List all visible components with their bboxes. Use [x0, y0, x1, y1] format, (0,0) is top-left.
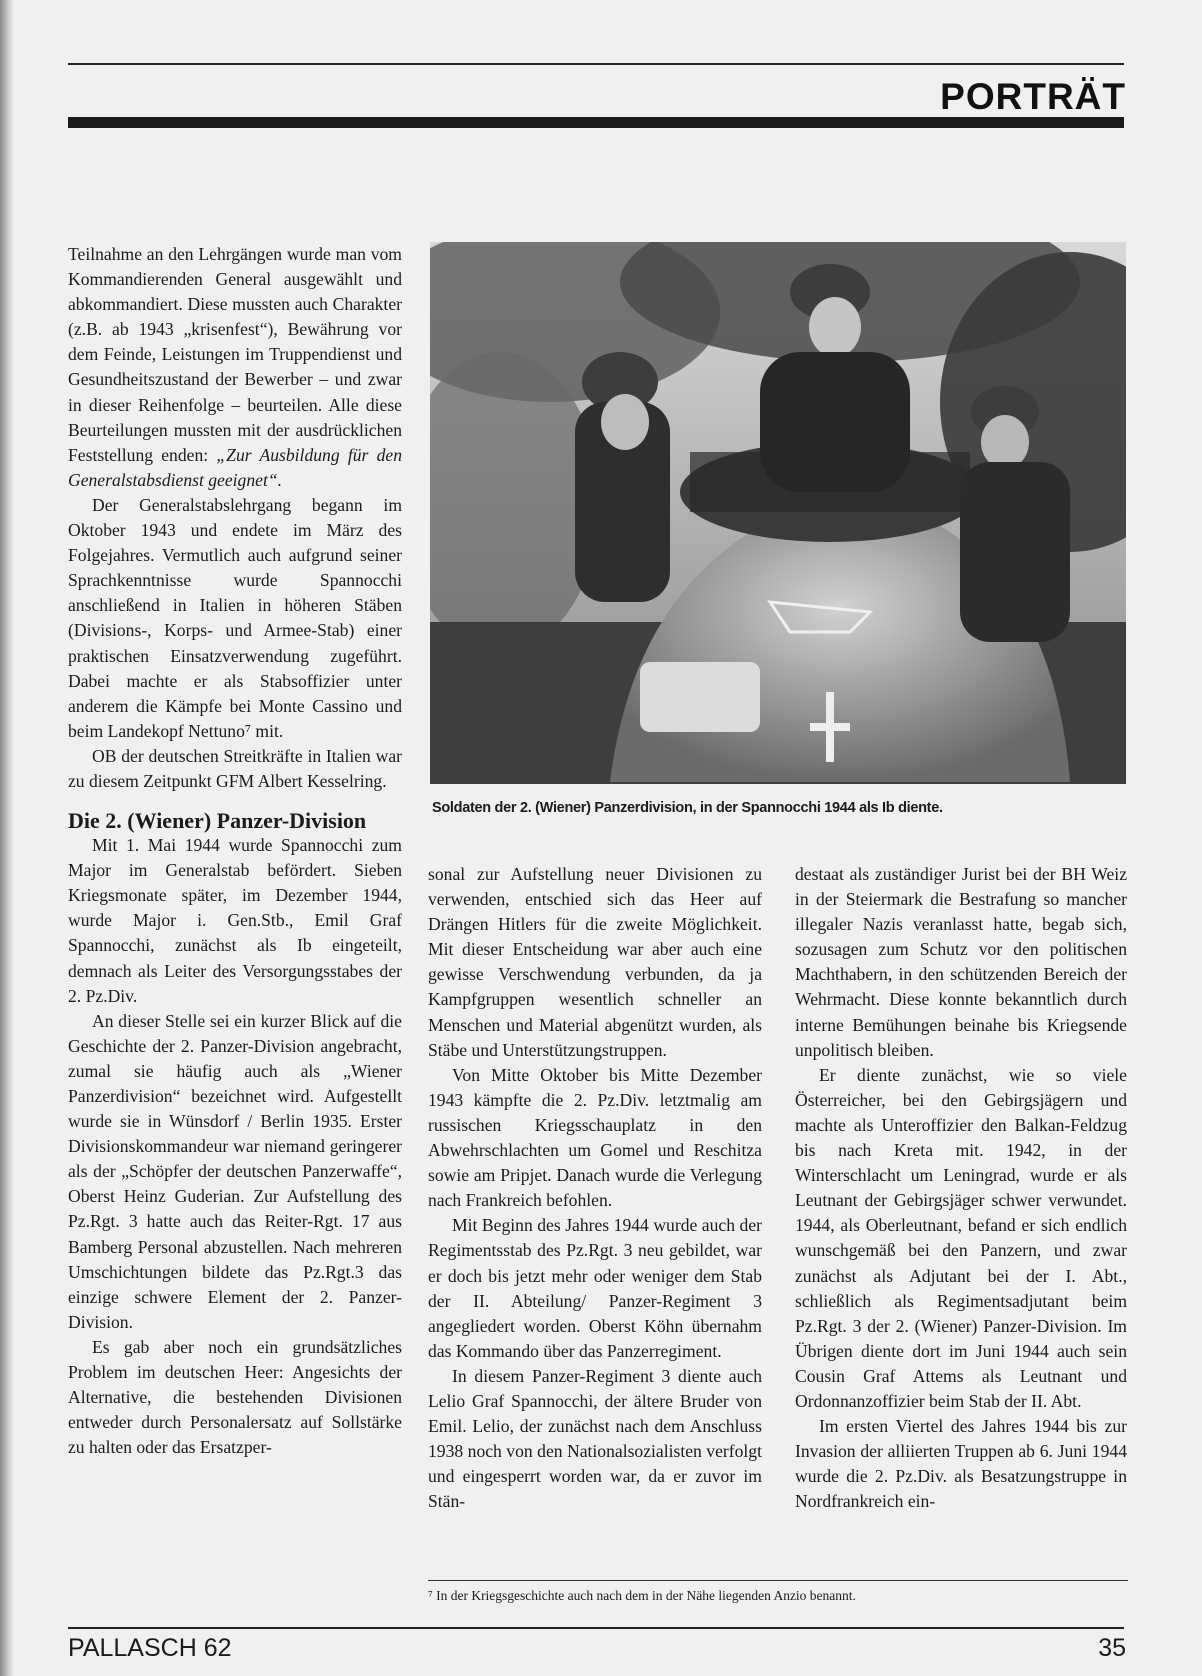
page-edge-shadow	[0, 0, 14, 1676]
paragraph: Von Mitte Oktober bis Mitte Dezember 1943 kämpfte die 2. Pz.Div. letztmalig am russischen Kriegsschauplatz in den Abwehrschlachten um Gomel und Reschitza sowie am Pripjet. Danach wurde die Verlegung nach Frankreich befohlen.	[428, 1064, 762, 1211]
paragraph: Mit 1. Mai 1944 wurde Spannocchi zum Major im Generalstab befördert. Sieben Kriegsmonate später, im Dezember 1944, wurde Major i. Gen.Stb., Emil Graf Spannocchi, zunächst als Ib eingeteilt, demnach als Leiter des Versorgungsstabes der 2. Pz.Div.	[68, 835, 402, 1006]
paragraph: Mit Beginn des Jahres 1944 wurde auch der Regimentsstab des Pz.Rgt. 3 neu gebildet, war er doch bis jetzt mehr oder weniger dem Stab der II. Abteilung/ Panzer-Regiment 3 angegliedert worden. Oberst Köhn übernahm das Kommando über das Panzerregiment.	[428, 1215, 762, 1361]
section-heading: Die 2. (Wiener) Panzer-Division	[68, 808, 367, 834]
footnote-rule	[428, 1580, 1128, 1581]
paragraph: Im ersten Viertel des Jahres 1944 bis zur Invasion der alliierten Truppen ab 6. Juni 1944 wurde die 2. Pz.Div. als Besatzungstruppe in Nordfrankreich ein-	[795, 1416, 1127, 1512]
header-bar	[68, 117, 1124, 128]
paragraph: OB der deutschen Streitkräfte in Italien war zu diesem Zeitpunkt GFM Albert Kesselring.	[68, 745, 402, 791]
paragraph: Teilnahme an den Lehrgängen wurde man vom Kommandierenden General ausgewählt und abkommandiert. Diese mussten auch Charakter (z.B. ab 1943 „krisenfest“), Bewährung vor dem Feinde, Leistungen im Truppendienst und Gesundheitszustand der Bewerber – und zwar in dieser Reihenfolge – beurteilen. Alle diese Beurteilungen mussten mit der ausdrücklichen Feststellung enden: „Zur Ausbildung für den Generalstabsdienst geeignet“.	[68, 244, 402, 490]
quote: „Zur Ausbildung für den Generalstabsdienst geeignet“.	[68, 444, 402, 490]
paragraph: sonal zur Aufstellung neuer Divisionen zu verwenden, entschied sich das Heer auf Drängen Hitlers für die zweite Möglichkeit. Mit dieser Entscheidung war aber auch eine gewisse Verschwendung verbunden, da ja Kampfgruppen wesentlich schneller an Menschen und Material abgenützt wurden, als Stäbe und Unterstützungstruppen.	[428, 864, 762, 1060]
section-title: PORTRÄT	[940, 76, 1126, 117]
text-column-3	[795, 862, 1127, 1514]
magazine-issue: PALLASCH 62	[68, 1634, 232, 1662]
text-column-2	[428, 862, 762, 1514]
page-number: 35	[1098, 1634, 1126, 1662]
paragraph: Der Generalstabslehrgang begann im Oktober 1943 und endete im März des Folgejahres. Vermutlich auch aufgrund seiner Sprachkenntnisse wurde Spannocchi anschließend in Italien in höheren Stäben (Divisions-, Korps- und Armee-Stab) einer praktischen Einsatzverwendung zugeführt. Dabei machte er als Stabsoffizier unter anderem die Kämpfe bei Monte Cassino und beim Landekopf Nettuno⁷ mit.	[68, 494, 402, 741]
header-rule	[68, 63, 1124, 65]
paragraph: In diesem Panzer-Regiment 3 diente auch Lelio Graf Spannocchi, der ältere Bruder von Emil. Lelio, der zunächst nach dem Anschluss 1938 noch von den Nationalsozialisten verfolgt und eingesperrt worden war, da er zuvor im Stän-	[428, 1365, 762, 1512]
paragraph: Es gab aber noch ein grundsätzliches Problem im deutschen Heer: Angesichts der Alternative, die bestehenden Divisionen entweder durch Personalersatz auf Sollstärke zu halten oder das Ersatzper-	[68, 1336, 402, 1458]
footer-rule	[68, 1627, 1124, 1629]
photo-image	[430, 242, 1126, 784]
paragraph: destaat als zuständiger Jurist bei der BH Weiz in der Steiermark die Bestrafung so mancher illegaler Nazis veranlasst hatte, begab sich, sozusagen zum Schutz vor den politischen Machthabern, in den schützenden Bereich der Wehrmacht. Diese konnte bekanntlich durch interne Bemühungen beinahe bis Kriegsende unpolitisch bleiben.	[795, 864, 1127, 1060]
photo-caption: Soldaten der 2. (Wiener) Panzerdivision, in der Spannocchi 1944 als Ib diente.	[432, 800, 943, 816]
photo-soldiers-on-tank	[430, 242, 1126, 784]
paragraph: An dieser Stelle sei ein kurzer Blick auf die Geschichte der 2. Panzer-Division angebracht, zumal sie häufig auch als „Wiener Panzerdivision“ bezeichnet wird. Aufgestellt wurde sie in Wünsdorf / Berlin 1935. Erster Divisionskommandeur war niemand geringerer als der „Schöpfer der deutschen Panzerwaffe“, Oberst Heinz Guderian. Zur Aufstellung des Pz.Rgt. 3 hatte auch das Reiter-Rgt. 17 aus Bamberg Personal abzustellen. Nach mehreren Umschichtungen bildete das Pz.Rgt.3 das einzige schwere Element der 2. Panzer-Division.	[68, 1010, 402, 1332]
footnote: ⁷ In der Kriegsgeschichte auch nach dem in der Nähe liegenden Anzio benannt.	[428, 1588, 856, 1603]
text-column-1	[68, 242, 402, 1460]
paragraph: Er diente zunächst, wie so viele Österreicher, bei den Gebirgsjägern und machte als Unteroffizier den Balkan-Feldzug bis nach Kreta mit. 1942, in der Winterschlacht um Leningrad, wurde er als Leutnant der Gebirgsjäger schwer verwundet. 1944, als Oberleutnant, befand er sich endlich wunschgemäß bei den Panzern, und zwar zunächst als Adjutant bei der I. Abt., schließlich als Regimentsadjutant beim Pz.Rgt. 3 der 2. (Wiener) Panzer-Division. Im Übrigen diente dort im Juni 1944 auch sein Cousin Graf Attems als Leutnant und Ordonnanzoffizier beim Stab der II. Abt.	[795, 1064, 1127, 1411]
